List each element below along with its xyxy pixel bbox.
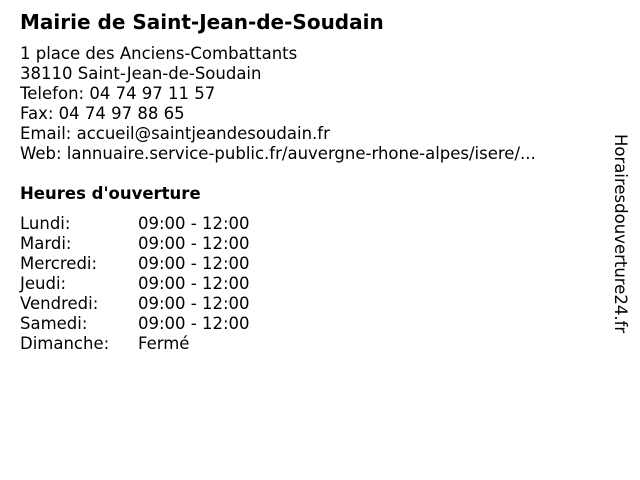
hours-row-friday — [20, 294, 250, 314]
hours-heading: Heures d'ouverture — [20, 184, 201, 203]
time-value: 09:00 - 12:00 — [138, 254, 250, 273]
web-line: Web: lannuaire.service-public.fr/auvergne-rhone-alpes/isere/... — [20, 144, 536, 163]
day-label: Jeudi: — [20, 274, 67, 293]
time-value: 09:00 - 12:00 — [138, 214, 250, 233]
time-value: 09:00 - 12:00 — [138, 294, 250, 313]
address-line-2: 38110 Saint-Jean-de-Soudain — [20, 64, 262, 83]
side-brand-text: Horairesdouverture24.fr — [611, 134, 630, 334]
day-label: Dimanche: — [20, 334, 110, 353]
phone-line: Telefon: 04 74 97 11 57 — [20, 84, 216, 103]
day-label: Vendredi: — [20, 294, 99, 313]
time-value: 09:00 - 12:00 — [138, 314, 250, 333]
day-label: Mardi: — [20, 234, 72, 253]
hours-row-tuesday — [20, 234, 250, 254]
email-line: Email: accueil@saintjeandesoudain.fr — [20, 124, 330, 143]
hours-row-sunday — [20, 334, 250, 354]
hours-row-wednesday — [20, 254, 250, 274]
time-value: 09:00 - 12:00 — [138, 234, 250, 253]
time-value: 09:00 - 12:00 — [138, 274, 250, 293]
day-label: Samedi: — [20, 314, 88, 333]
day-label: Lundi: — [20, 214, 71, 233]
hours-row-thursday — [20, 274, 250, 294]
contact-block — [20, 44, 536, 164]
hours-row-saturday — [20, 314, 250, 334]
hours-row-monday — [20, 214, 250, 234]
page-title: Mairie de Saint-Jean-de-Soudain — [20, 10, 384, 34]
day-label: Mercredi: — [20, 254, 98, 273]
address-line-1: 1 place des Anciens-Combattants — [20, 44, 298, 63]
hours-table — [20, 214, 250, 354]
time-value: Fermé — [138, 334, 190, 353]
fax-line: Fax: 04 74 97 88 65 — [20, 104, 185, 123]
